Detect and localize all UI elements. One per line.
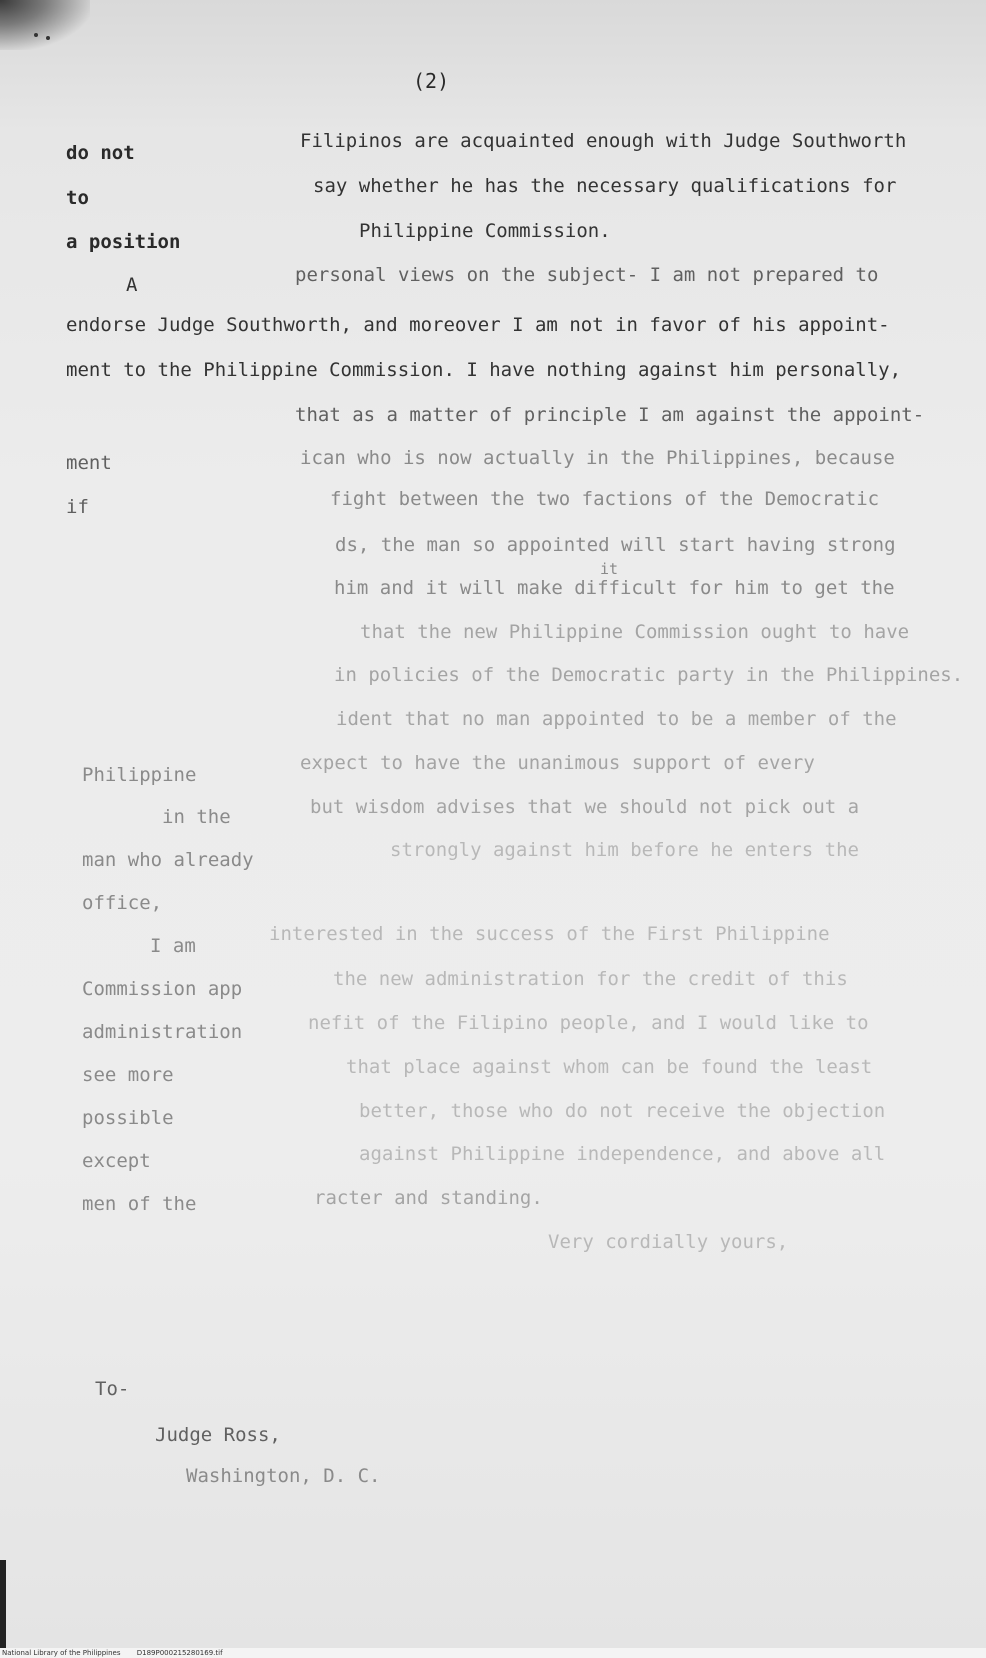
scan-corner-shadow	[0, 0, 90, 50]
body-line: ds, the man so appointed will start having strong	[335, 534, 896, 556]
scan-speck	[34, 33, 38, 37]
closing-salutation: Very cordially yours,	[548, 1231, 789, 1253]
margin-note: ment	[66, 452, 112, 474]
body-line: fight between the two factions of the Democratic	[330, 488, 880, 510]
body-line: him and it will make difficult for him to get the	[334, 577, 895, 599]
body-line: ment to the Philippine Commission. I have nothing against him personally,	[66, 359, 902, 381]
body-line: interested in the success of the First Philippine	[269, 923, 830, 945]
body-line: ican who is now actually in the Philippines, because	[300, 447, 895, 469]
body-line: expect to have the unanimous support of every	[300, 752, 815, 774]
margin-note: do not	[66, 142, 135, 164]
scan-speck	[46, 36, 50, 40]
margin-note: Philippine	[82, 764, 197, 786]
margin-note: A	[126, 274, 138, 296]
body-line: that as a matter of principle I am against the appoint-	[295, 404, 925, 426]
body-line: racter and standing.	[314, 1187, 543, 1209]
body-line: that the new Philippine Commission ought to have	[360, 621, 910, 643]
footer-institution: National Library of the Philippines	[2, 1649, 121, 1657]
body-line: Philippine Commission.	[359, 220, 611, 242]
body-line: endorse Judge Southworth, and moreover I am not in favor of his appoint-	[66, 314, 890, 336]
body-line: ident that no man appointed to be a member of the	[336, 708, 897, 730]
body-line: personal views on the subject- I am not prepared to	[295, 264, 879, 286]
body-line-insertion: it	[600, 560, 619, 578]
margin-note: men of the	[82, 1193, 197, 1215]
body-line: against Philippine independence, and above all	[359, 1143, 886, 1165]
address-name: Judge Ross,	[155, 1424, 281, 1446]
scan-footer	[0, 1648, 986, 1658]
body-line: better, those who do not receive the objection	[359, 1100, 886, 1122]
page-number: (2)	[413, 69, 450, 93]
margin-note: if	[66, 496, 89, 518]
body-line: Filipinos are acquainted enough with Judge Southworth	[300, 130, 907, 152]
address-city: Washington, D. C.	[186, 1465, 381, 1487]
margin-note: office,	[82, 892, 163, 914]
address-to-label: To-	[95, 1378, 130, 1400]
margin-note: possible	[82, 1107, 174, 1129]
body-line: in policies of the Democratic party in the Philippines.	[334, 664, 964, 686]
margin-note: in the	[162, 806, 231, 828]
footer-file-id: D189P000215280169.tif	[136, 1649, 223, 1657]
margin-note: I am	[150, 935, 196, 957]
body-line: nefit of the Filipino people, and I would like to	[308, 1012, 869, 1034]
margin-note: to	[66, 187, 89, 209]
body-line: strongly against him before he enters the	[390, 839, 859, 861]
margin-note: man who already	[82, 849, 254, 871]
margin-note: Commission app	[82, 978, 243, 1000]
body-line: but wisdom advises that we should not pick out a	[310, 796, 860, 818]
margin-note: administration	[82, 1021, 243, 1043]
margin-note: see more	[82, 1064, 174, 1086]
body-line: the new administration for the credit of this	[333, 968, 848, 990]
margin-note: except	[82, 1150, 151, 1172]
body-line: say whether he has the necessary qualifications for	[313, 175, 897, 197]
body-line: that place against whom can be found the least	[346, 1056, 873, 1078]
scan-edge-mark	[0, 1560, 6, 1650]
margin-note: a position	[66, 231, 181, 253]
